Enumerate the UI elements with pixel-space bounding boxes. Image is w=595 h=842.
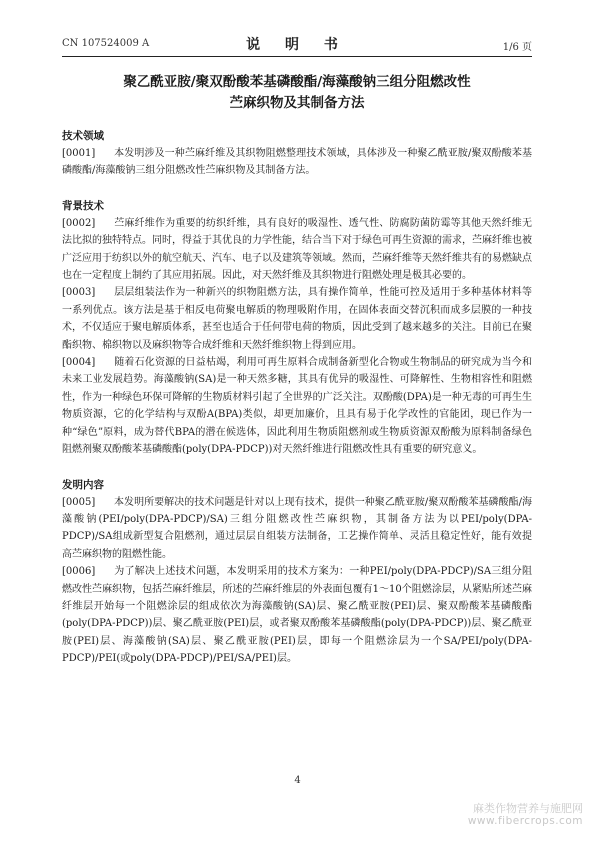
watermark-url: www.fibercrops.com	[467, 815, 583, 827]
paragraph-text: 本发明所要解决的技术问题是针对以上现有技术，提供一种聚乙酰亚胺/聚双酚酸苯基磷酸酯/海藻酸钠(PEI/poly(DPA-PDCP)/SA)三组分阻燃改性苎麻织物，其制备方法为以PEI/poly(DPA-PDCP)/SA组成新型复合阻燃剂，通过层层自组装方法制备，工艺操作简单、灵活且稳定性好，能有效提高苎麻织物的阻燃性能。	[62, 496, 532, 560]
paragraph-number: [0003]	[62, 287, 96, 299]
paragraph-0003	[62, 284, 532, 354]
document-body	[62, 128, 532, 668]
watermark-text: 麻类作物营养与施肥网	[473, 802, 583, 815]
paragraph-text: 为了解决上述技术问题，本发明采用的技术方案为：一种PEI/poly(DPA-PDCP)/SA三组分阻燃改性苎麻织物，包括苎麻纤维层，所述的苎麻纤维层的外表面包覆有1～10个阻燃涂层，从紧贴所述苎麻纤维层开始每一个阻燃涂层的组成依次为海藻酸钠(SA)层、聚乙酰亚胺(PEI)层、聚双酚酸苯基磷酸酯(poly(DPA-PDCP))层、聚乙酰亚胺(PEI)层，或者聚双酚酸苯基磷酸酯(poly(DPA-PDCP))层、聚乙酰亚胺(PEI)层、海藻酸钠(SA)层、聚乙酰亚胺(PEI)层，即每一个阻燃涂层为一个SA/PEI/poly(DPA-PDCP)/PEI(或poly(DPA-PDCP)/PEI/SA/PEI)层。	[62, 566, 532, 665]
paragraph-0002	[62, 215, 532, 285]
section-title-summary: 发明内容	[62, 478, 104, 491]
section-title-technical-field: 技术领域	[62, 130, 104, 142]
watermark	[468, 802, 583, 828]
paragraph-number: [0004]	[62, 357, 96, 369]
paragraph-0001	[62, 145, 532, 180]
paragraph-number: [0001]	[62, 148, 96, 159]
paragraph-text: 层层组装法作为一种新兴的织物阻燃方法，具有操作简单，性能可控及适用于多种基体材料等一系列优点。该方法是基于相反电荷聚电解质的物理吸附作用，在固体表面交替沉积而成多层膜的一种技术，不仅适应于聚电解质体系，甚至也适合于任何带电荷的物质，因此受到了越来越多的关注。目前已在聚酯织物、棉织物以及麻织物等合成纤维和天然纤维织物上得到应用。	[62, 287, 532, 351]
paragraph-number: [0006]	[62, 566, 96, 578]
page-info: 1/6 页	[502, 42, 532, 53]
page-number: 4	[294, 775, 301, 786]
paragraph-0006	[62, 563, 532, 667]
paragraph-text: 苎麻纤维作为重要的纺织纤维，具有良好的吸湿性、透气性、防腐防菌防霉等其他天然纤维无法比拟的独特特点。同时，得益于其优良的力学性能，结合当下对于绿色可再生资源的需求，苎麻纤维也被广泛应用于纺织以外的航空航天、汽车、电子以及建筑等领域。然而，苎麻纤维等天然纤维共有的易燃缺点也在一定程度上制约了其应用拓展。因此，对天然纤维及其织物进行阻燃处理是极其必要的。	[62, 217, 532, 282]
document-type: 说 明 书	[246, 37, 348, 53]
page-header	[62, 34, 532, 54]
title-line-2: 苎麻织物及其制备方法	[229, 95, 365, 111]
title-line-1: 聚乙酰亚胺/聚双酚酸苯基磷酸酯/海藻酸钠三组分阻燃改性	[123, 74, 471, 90]
paragraph-0005	[62, 494, 532, 564]
paragraph-text: 本发明涉及一种苎麻纤维及其织物阻燃整理技术领域，具体涉及一种聚乙酰亚胺/聚双酚酸苯基磷酸酯/海藻酸钠三组分阻燃改性苎麻织物及其制备方法。	[62, 148, 532, 177]
paragraph-number: [0002]	[62, 217, 96, 229]
paragraph-0004	[62, 354, 532, 458]
patent-number: CN 107524009 A	[62, 38, 150, 49]
document-title	[62, 72, 532, 114]
section-title-background: 背景技术	[62, 199, 104, 212]
header-divider	[62, 56, 532, 57]
paragraph-number: [0005]	[62, 496, 96, 508]
paragraph-text: 随着石化资源的日益枯竭，利用可再生原料合成制备新型化合物或生物制品的研究成为当今和未来工业发展趋势。海藻酸钠(SA)是一种天然多糖，其具有优异的吸湿性、可降解性、生物相容性和阻燃性，作为一种绿色环保可降解的生物质材料引起了全世界的广泛关注。双酚酸(DPA)是一种无毒的可再生生物质资源，它的化学结构与双酚A(BPA)类似，却更加廉价，且具有易于化学改性的官能团，现已作为一种“绿色”原料，成为替代BPA的潜在候选体，因此利用生物质阻燃剂或生物质资源双酚酸为原料制备绿色阻燃剂聚双酚酸苯基磷酸酯(poly(DPA-PDCP))对天然纤维进行阻燃改性具有重要的研究意义。	[62, 357, 532, 456]
